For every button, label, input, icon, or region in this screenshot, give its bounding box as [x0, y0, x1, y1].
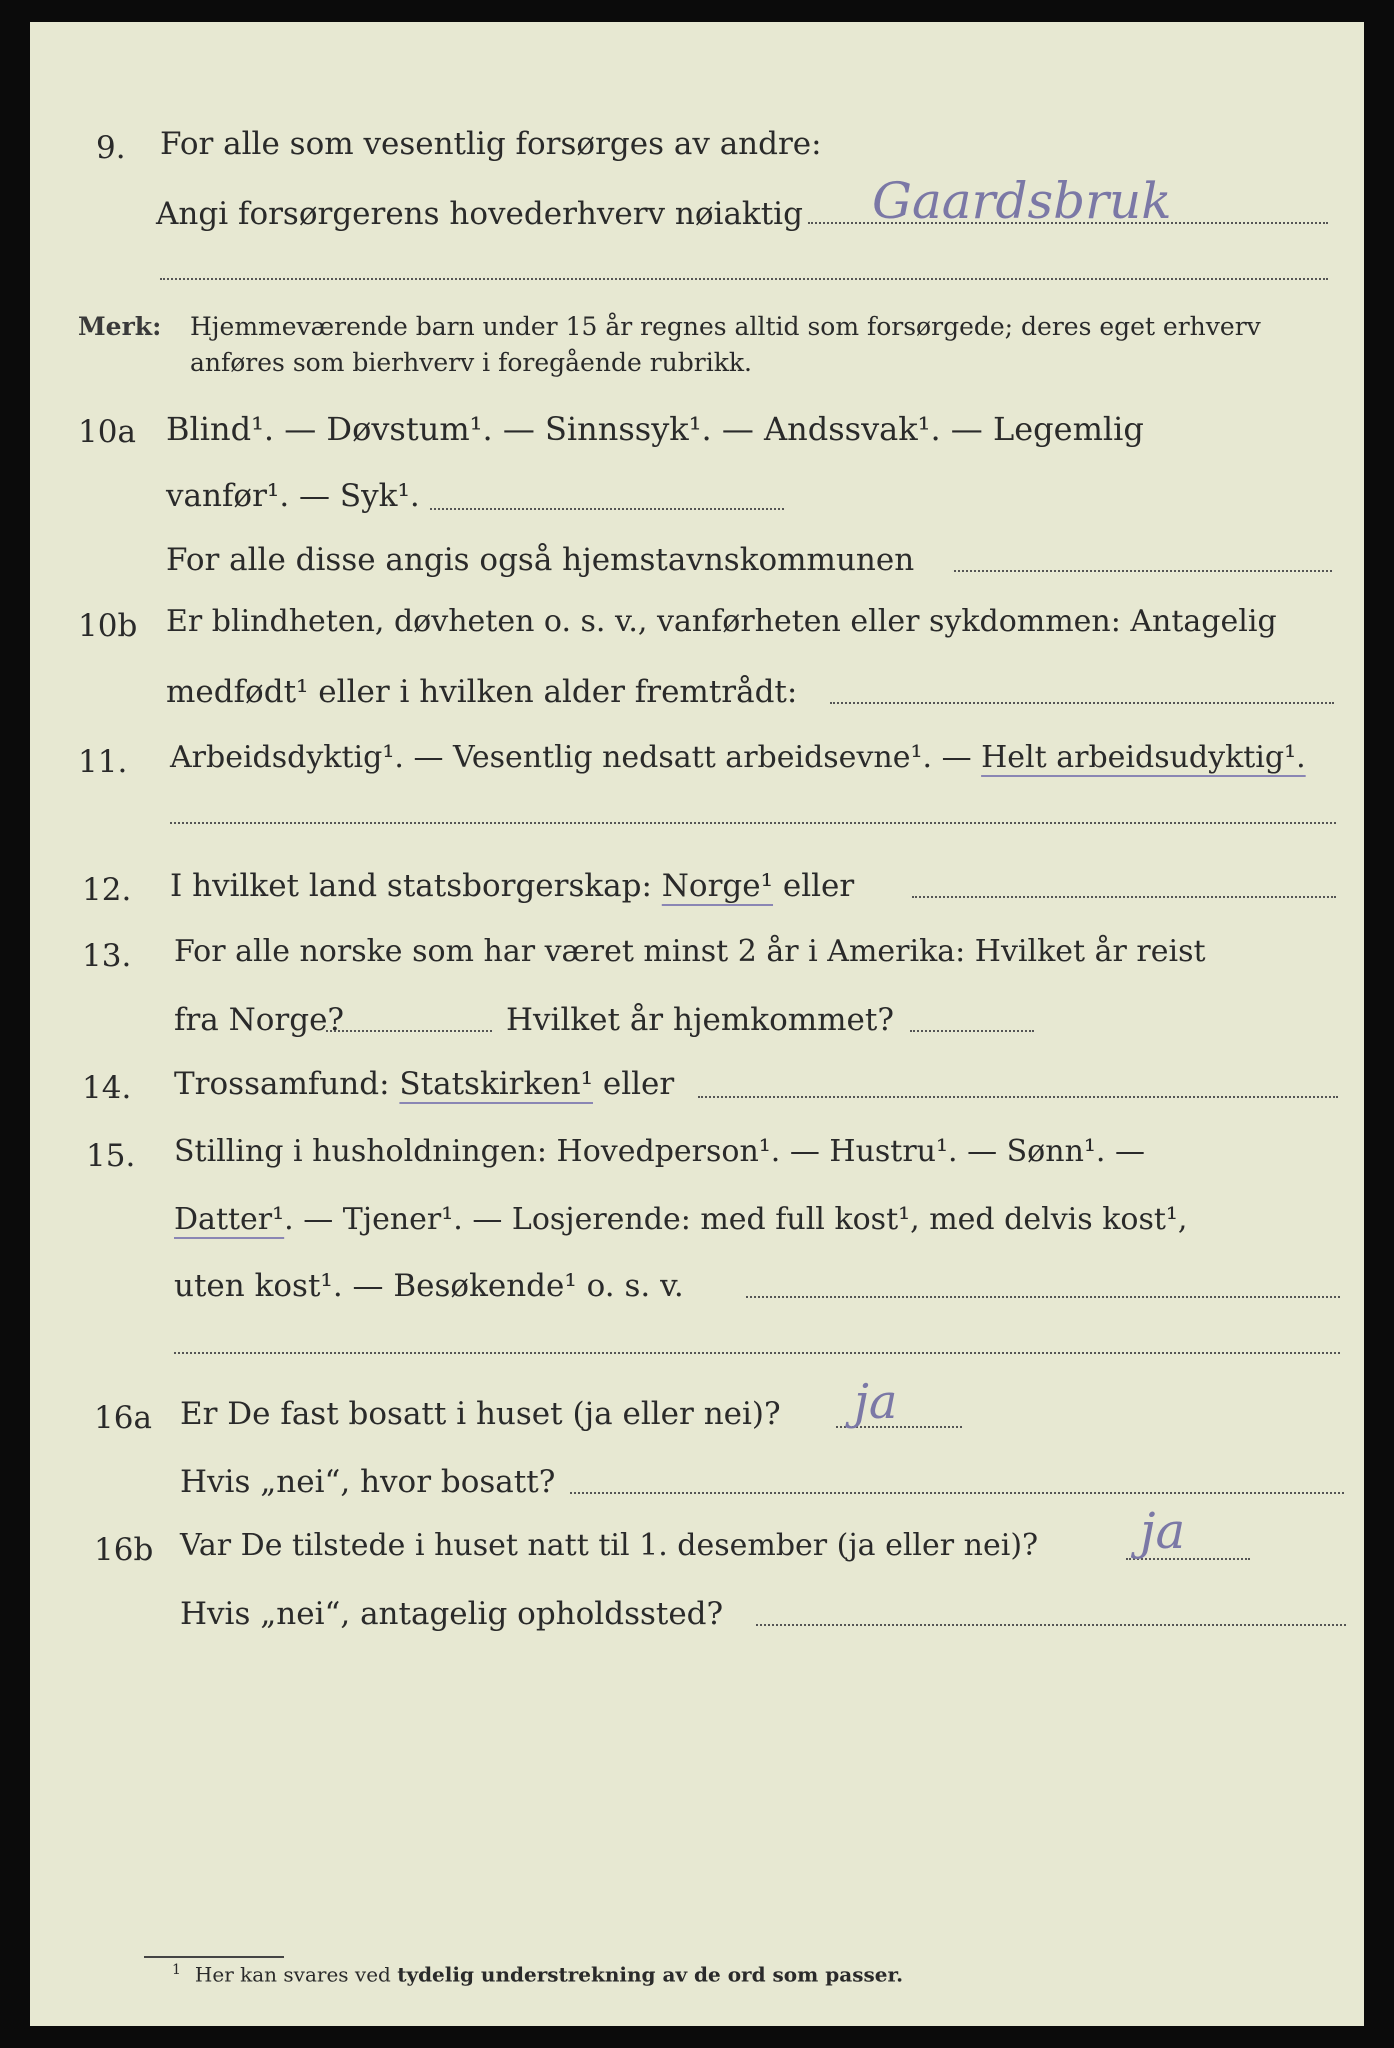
q16b-place-line[interactable]	[756, 1624, 1346, 1626]
q15-underlined-answer: Datter¹	[174, 1202, 285, 1237]
q16b-number: 16b	[94, 1532, 154, 1568]
merk-line2: anføres som bierhverv i foregående rubrikk.	[190, 348, 752, 377]
q16a-handwritten-answer: ja	[854, 1374, 898, 1430]
q9-line2: Angi forsørgerens hovederhverv nøiaktig	[156, 196, 803, 232]
footnote-text: Her kan svares ved	[194, 1962, 398, 1987]
q16a-line1: Er De fast bosatt i huset (ja eller nei)?	[180, 1396, 781, 1432]
q15-other-line[interactable]	[746, 1296, 1340, 1298]
q10b-number: 10b	[78, 608, 138, 644]
q16a-where-line[interactable]	[570, 1492, 1344, 1494]
q16b-handwritten-answer: ja	[1140, 1502, 1186, 1560]
q12-line	[170, 868, 854, 904]
footnote-rule	[144, 1956, 284, 1958]
q12-number: 12.	[82, 872, 132, 908]
q13-year-left-line[interactable]	[326, 1030, 492, 1032]
q13-number: 13.	[82, 938, 132, 974]
merk-label: Merk:	[78, 312, 162, 341]
q14-number: 14.	[82, 1070, 132, 1106]
q10a-syk-line[interactable]	[430, 508, 784, 510]
footnote-bold-text: tydelig understrekning av de ord som passer.	[397, 1962, 904, 1987]
q15-line1: Stilling i husholdningen: Hovedperson¹. — Hustru¹. — Sønn¹. —	[174, 1134, 1145, 1169]
q11-text: Arbeidsdyktig¹. — Vesentlig nedsatt arbeidsevne¹. —	[170, 740, 982, 775]
q9-line1: For alle som vesentlig forsørges av andre:	[160, 126, 822, 162]
q13-line1: For alle norske som har været minst 2 år i Amerika: Hvilket år reist	[174, 934, 1206, 969]
q13-line2b: Hvilket år hjemkommet?	[506, 1002, 894, 1038]
q10a-line1: Blind¹. — Døvstum¹. — Sinnssyk¹. — Andssvak¹. — Legemlig	[166, 410, 1144, 448]
q14-underlined-answer: Statskirken¹	[399, 1066, 593, 1102]
census-form-page	[30, 22, 1364, 2026]
q16b-line2: Hvis „nei“, antagelig opholdssted?	[180, 1596, 724, 1632]
q10b-line1: Er blindheten, døvheten o. s. v., vanførheten eller sykdommen: Antagelig	[166, 604, 1277, 639]
q12-text: I hvilket land statsborgerskap:	[170, 868, 662, 904]
q11-underlined-answer: Helt arbeidsudyktig¹.	[981, 740, 1306, 775]
q11-extra-line[interactable]	[170, 822, 1336, 824]
footnote-mark: 1	[172, 1962, 181, 1978]
q9-extra-line[interactable]	[160, 278, 1328, 280]
q9-number: 9.	[96, 130, 126, 166]
q15-line2	[174, 1202, 1187, 1237]
merk-line1: Hjemmeværende barn under 15 år regnes alltid som forsørgede; deres eget erhverv	[190, 312, 1261, 341]
q14-eller: eller	[593, 1066, 675, 1102]
footnote	[172, 1962, 903, 1987]
q12-other-line[interactable]	[912, 896, 1336, 898]
q10a-line2: vanfør¹. — Syk¹.	[166, 478, 420, 514]
q15-line2-rest: . — Tjener¹. — Losjerende: med full kost¹, med delvis kost¹,	[284, 1202, 1188, 1237]
q12-eller: eller	[773, 868, 855, 904]
q10a-number: 10a	[78, 414, 136, 450]
q9-handwritten-answer: Gaardsbruk	[872, 172, 1172, 230]
q14-line	[174, 1066, 674, 1102]
q15-line3: uten kost¹. — Besøkende¹ o. s. v.	[174, 1268, 684, 1304]
q16b-line1: Var De tilstede i huset natt til 1. desember (ja eller nei)?	[180, 1528, 1039, 1563]
q10a-line3: For alle disse angis også hjemstavnskommunen	[166, 542, 915, 578]
q15-extra-line[interactable]	[174, 1352, 1340, 1354]
q12-underlined-answer: Norge¹	[661, 868, 774, 904]
q15-number: 15.	[86, 1138, 136, 1174]
q10a-kommune-line[interactable]	[954, 570, 1332, 572]
q16a-number: 16a	[94, 1400, 152, 1436]
q10b-age-line[interactable]	[830, 702, 1334, 704]
q11-number: 11.	[78, 744, 128, 780]
q10b-line2: medfødt¹ eller i hvilken alder fremtrådt:	[166, 674, 798, 710]
q13-line2a: fra Norge?	[174, 1002, 345, 1038]
q14-text: Trossamfund:	[174, 1066, 400, 1102]
q11-line	[170, 740, 1306, 775]
q16a-line2: Hvis „nei“, hvor bosatt?	[180, 1464, 556, 1500]
q14-other-line[interactable]	[698, 1096, 1338, 1098]
q13-year-returned-line[interactable]	[910, 1030, 1034, 1032]
